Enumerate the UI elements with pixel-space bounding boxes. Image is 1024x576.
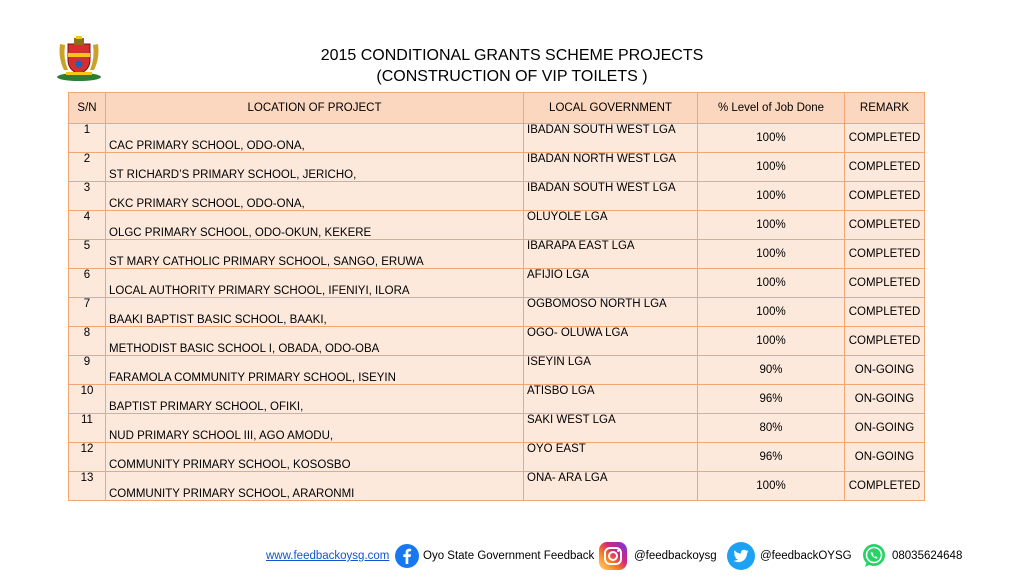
table-row bbox=[69, 240, 925, 269]
cell-sn: 1 bbox=[69, 124, 106, 153]
page-subtitle: (CONSTRUCTION OF VIP TOILETS ) bbox=[376, 68, 648, 85]
cell-lga: IBADAN NORTH WEST LGA bbox=[524, 153, 698, 182]
table-header-row bbox=[69, 93, 925, 124]
header-level: % Level of Job Done bbox=[698, 93, 845, 124]
table-row bbox=[69, 443, 925, 472]
website-link[interactable]: www.feedbackoysg.com bbox=[266, 550, 390, 562]
cell-lga: IBADAN SOUTH WEST LGA bbox=[524, 182, 698, 211]
table-row bbox=[69, 182, 925, 211]
cell-level: 100% bbox=[698, 153, 845, 182]
cell-lga: OGO- OLUWA LGA bbox=[524, 327, 698, 356]
cell-sn: 5 bbox=[69, 240, 106, 269]
cell-location: COMMUNITY PRIMARY SCHOOL, ARARONMI bbox=[106, 472, 524, 501]
facebook-label: Oyo State Government Feedback bbox=[423, 550, 595, 562]
cell-sn: 6 bbox=[69, 269, 106, 298]
whatsapp-contact[interactable] bbox=[860, 540, 962, 572]
cell-level: 96% bbox=[698, 443, 845, 472]
cell-sn: 12 bbox=[69, 443, 106, 472]
projects-table bbox=[68, 92, 925, 501]
cell-sn: 11 bbox=[69, 414, 106, 443]
cell-lga: ISEYIN LGA bbox=[524, 356, 698, 385]
twitter-contact[interactable] bbox=[726, 540, 852, 572]
cell-sn: 9 bbox=[69, 356, 106, 385]
cell-remark: COMPLETED bbox=[845, 472, 925, 501]
table-row bbox=[69, 414, 925, 443]
cell-location: ST RICHARD’S PRIMARY SCHOOL, JERICHO, bbox=[106, 153, 524, 182]
table-row bbox=[69, 269, 925, 298]
whatsapp-label: 08035624648 bbox=[892, 550, 963, 562]
cell-location: CKC PRIMARY SCHOOL, ODO-ONA, bbox=[106, 182, 524, 211]
cell-location: OLGC PRIMARY SCHOOL, ODO-OKUN, KEKERE bbox=[106, 211, 524, 240]
table-row bbox=[69, 385, 925, 414]
cell-remark: COMPLETED bbox=[845, 269, 925, 298]
cell-remark: ON-GOING bbox=[845, 385, 925, 414]
cell-remark: ON-GOING bbox=[845, 414, 925, 443]
header-location: LOCATION OF PROJECT bbox=[106, 93, 524, 124]
instagram-contact[interactable] bbox=[598, 540, 717, 572]
instagram-icon bbox=[598, 541, 628, 571]
table-row bbox=[69, 356, 925, 385]
cell-level: 100% bbox=[698, 124, 845, 153]
cell-location: ST MARY CATHOLIC PRIMARY SCHOOL, SANGO, ERUWA bbox=[106, 240, 524, 269]
cell-remark: COMPLETED bbox=[845, 240, 925, 269]
cell-lga: ATISBO LGA bbox=[524, 385, 698, 414]
header-remark: REMARK bbox=[845, 93, 925, 124]
cell-sn: 10 bbox=[69, 385, 106, 414]
table-row bbox=[69, 472, 925, 501]
header-lga: LOCAL GOVERNMENT bbox=[524, 93, 698, 124]
instagram-label: @feedbackoysg bbox=[634, 550, 717, 562]
cell-sn: 8 bbox=[69, 327, 106, 356]
cell-level: 100% bbox=[698, 472, 845, 501]
cell-remark: COMPLETED bbox=[845, 211, 925, 240]
cell-sn: 13 bbox=[69, 472, 106, 501]
cell-sn: 7 bbox=[69, 298, 106, 327]
page-title: 2015 CONDITIONAL GRANTS SCHEME PROJECTS bbox=[320, 47, 704, 64]
cell-location: BAAKI BAPTIST BASIC SCHOOL, BAAKI, bbox=[106, 298, 524, 327]
facebook-contact[interactable] bbox=[394, 540, 594, 572]
table-row bbox=[69, 298, 925, 327]
cell-lga: ONA- ARA LGA bbox=[524, 472, 698, 501]
cell-location: FARAMOLA COMMUNITY PRIMARY SCHOOL, ISEYIN bbox=[106, 356, 524, 385]
table-row bbox=[69, 327, 925, 356]
cell-remark: COMPLETED bbox=[845, 153, 925, 182]
cell-level: 80% bbox=[698, 414, 845, 443]
cell-lga: SAKI WEST LGA bbox=[524, 414, 698, 443]
whatsapp-icon bbox=[860, 542, 888, 570]
cell-location: LOCAL AUTHORITY PRIMARY SCHOOL, IFENIYI, ILORA bbox=[106, 269, 524, 298]
cell-lga: IBADAN SOUTH WEST LGA bbox=[524, 124, 698, 153]
cell-location: CAC PRIMARY SCHOOL, ODO-ONA, bbox=[106, 124, 524, 153]
cell-remark: COMPLETED bbox=[845, 182, 925, 211]
footer bbox=[0, 540, 1024, 572]
table-row bbox=[69, 153, 925, 182]
cell-location: METHODIST BASIC SCHOOL I, OBADA, ODO-OBA bbox=[106, 327, 524, 356]
cell-lga: OGBOMOSO NORTH LGA bbox=[524, 298, 698, 327]
cell-sn: 3 bbox=[69, 182, 106, 211]
cell-level: 100% bbox=[698, 327, 845, 356]
cell-lga: IBARAPA EAST LGA bbox=[524, 240, 698, 269]
cell-remark: ON-GOING bbox=[845, 443, 925, 472]
cell-lga: AFIJIO LGA bbox=[524, 269, 698, 298]
cell-remark: ON-GOING bbox=[845, 356, 925, 385]
cell-lga: OLUYOLE LGA bbox=[524, 211, 698, 240]
cell-sn: 2 bbox=[69, 153, 106, 182]
table-row bbox=[69, 211, 925, 240]
cell-sn: 4 bbox=[69, 211, 106, 240]
header-sn: S/N bbox=[69, 93, 106, 124]
cell-location: COMMUNITY PRIMARY SCHOOL, KOSOSBO bbox=[106, 443, 524, 472]
cell-level: 96% bbox=[698, 385, 845, 414]
cell-location: BAPTIST PRIMARY SCHOOL, OFIKI, bbox=[106, 385, 524, 414]
cell-remark: COMPLETED bbox=[845, 298, 925, 327]
cell-level: 100% bbox=[698, 211, 845, 240]
cell-remark: COMPLETED bbox=[845, 124, 925, 153]
cell-level: 90% bbox=[698, 356, 845, 385]
cell-lga: OYO EAST bbox=[524, 443, 698, 472]
cell-level: 100% bbox=[698, 269, 845, 298]
twitter-icon bbox=[726, 541, 756, 571]
cell-level: 100% bbox=[698, 240, 845, 269]
cell-remark: COMPLETED bbox=[845, 327, 925, 356]
cell-level: 100% bbox=[698, 298, 845, 327]
cell-location: NUD PRIMARY SCHOOL III, AGO AMODU, bbox=[106, 414, 524, 443]
cell-level: 100% bbox=[698, 182, 845, 211]
facebook-icon bbox=[394, 543, 420, 569]
table-row bbox=[69, 124, 925, 153]
twitter-label: @feedbackOYSG bbox=[760, 550, 852, 562]
